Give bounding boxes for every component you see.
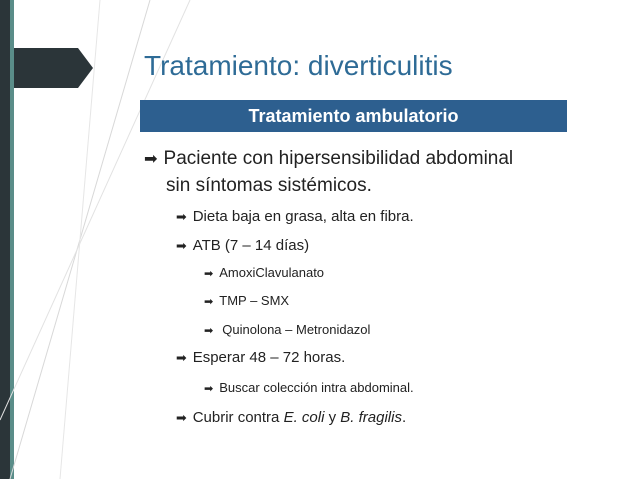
bullet-dieta xyxy=(176,207,414,227)
bullet-esperar-text: Esperar 48 – 72 horas. xyxy=(192,349,346,366)
bullet-quinolona xyxy=(204,321,370,340)
arrow-bullet-icon: ➡ xyxy=(176,410,187,425)
arrow-bullet-icon: ➡ xyxy=(204,325,214,337)
bullet-amoxi xyxy=(204,264,324,283)
bullet-cubrir-ecoli: E. coli xyxy=(283,409,325,426)
bullet-quinolona-text: Quinolona – Metronidazol xyxy=(222,322,371,337)
bullet-paciente xyxy=(144,145,513,173)
arrow-bullet-icon: ➡ xyxy=(144,150,158,168)
arrow-bullet-icon: ➡ xyxy=(204,296,214,308)
section-header-bar xyxy=(140,100,567,132)
bullet-tmp-text: TMP – SMX xyxy=(219,293,290,308)
bullet-paciente-line1: Paciente con hipersensibilidad abdominal xyxy=(163,148,514,169)
bullet-dieta-text: Dieta baja en grasa, alta en fibra. xyxy=(192,208,414,225)
arrow-bullet-icon: ➡ xyxy=(176,238,187,253)
section-header-label: Tratamiento ambulatorio xyxy=(248,105,459,126)
arrow-bullet-icon: ➡ xyxy=(204,383,214,395)
bullet-cubrir-text xyxy=(193,408,406,428)
bullet-tmp xyxy=(204,292,289,311)
arrow-bullet-icon: ➡ xyxy=(176,350,187,365)
arrow-bullet-icon: ➡ xyxy=(176,209,187,224)
bullet-buscar xyxy=(204,379,414,398)
bullet-atb xyxy=(176,236,309,256)
bullet-cubrir-mid: y xyxy=(324,409,341,426)
slide-title: Tratamiento: diverticulitis xyxy=(144,50,453,81)
bullet-paciente-line2: sin síntomas sistémicos. xyxy=(166,175,372,196)
bullet-paciente-continued xyxy=(166,172,372,199)
bullet-atb-text: ATB (7 – 14 días) xyxy=(192,237,310,254)
bullet-cubrir-pre: Cubrir contra xyxy=(192,409,284,426)
bullet-esperar xyxy=(176,348,345,368)
bullet-cubrir xyxy=(176,408,406,428)
title-arrow-tab-accent xyxy=(10,48,14,88)
bullet-amoxi-text: AmoxiClavulanato xyxy=(219,265,325,280)
bullet-cubrir-bfragilis: B. fragilis xyxy=(340,409,402,426)
arrow-bullet-icon: ➡ xyxy=(204,268,214,280)
bullet-cubrir-end: . xyxy=(401,409,407,426)
bullet-buscar-text: Buscar colección intra abdominal. xyxy=(219,380,414,395)
